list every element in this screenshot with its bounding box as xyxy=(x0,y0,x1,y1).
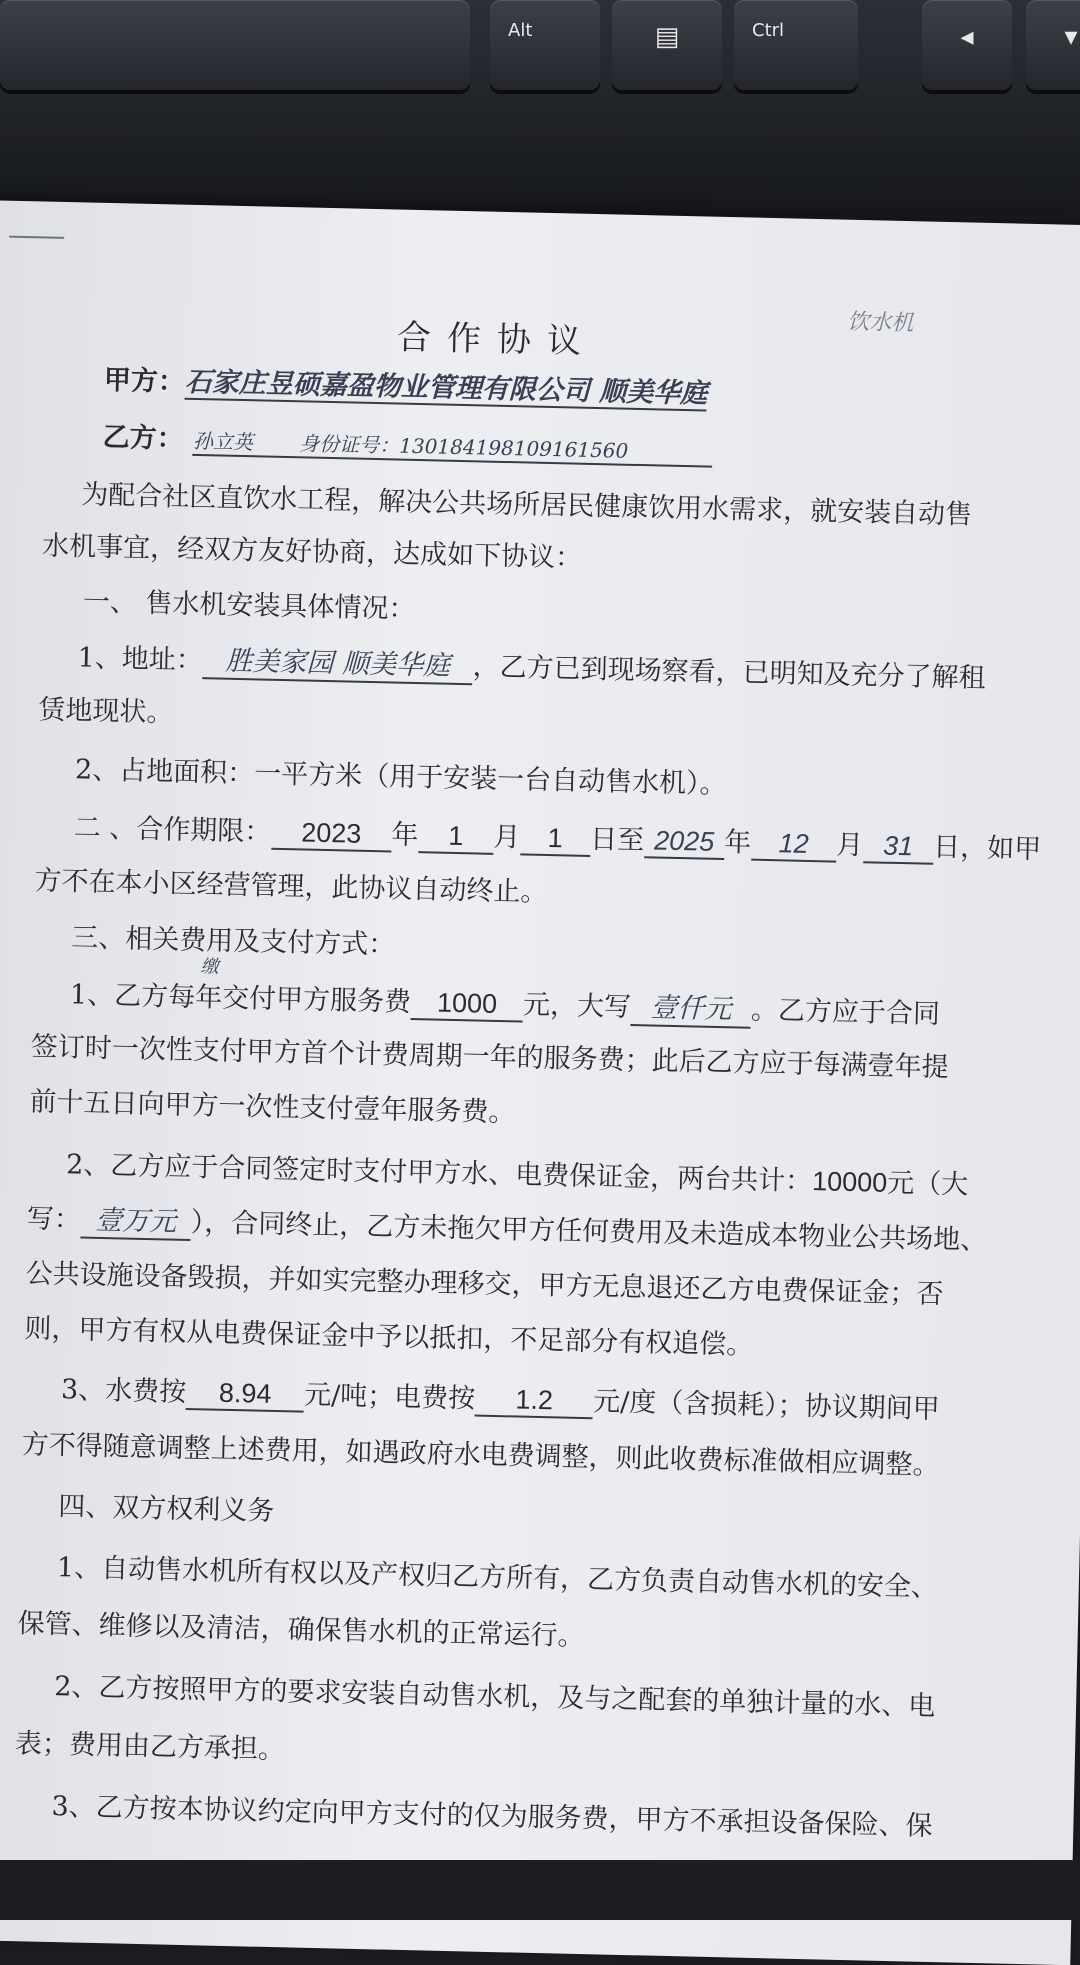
deposit-amount: 10000 xyxy=(811,1166,888,1198)
handwritten-corner-note: 饮水机 xyxy=(847,309,914,337)
fee-1-suffix: 。乙方应于合同 xyxy=(750,994,941,1030)
service-fee-words: 壹仟元 xyxy=(631,985,752,1029)
contract-paper xyxy=(0,200,1080,1965)
party-b-name: 孙立英 xyxy=(192,428,254,455)
keyboard-key-left xyxy=(922,0,1012,90)
keyboard-key-space xyxy=(0,0,470,90)
fee-handwritten-annotation: 缴 xyxy=(200,956,219,978)
fee-2-words-label: 写： xyxy=(26,1203,82,1236)
term-suffix: 日，如甲 xyxy=(932,831,1042,866)
address-suffix: ，乙方已到现场察看，已明知及充分了解租 xyxy=(472,651,986,694)
keyboard-key-menu xyxy=(612,0,722,90)
end-day: 31 xyxy=(863,830,934,865)
document-title: 合作协议 xyxy=(396,317,598,363)
end-month: 12 xyxy=(751,828,837,863)
right-2-line-1: 2、乙方按照甲方的要求安装自动售水机，及与之配套的单独计量的水、电 xyxy=(53,1671,936,1723)
party-a-name: 石家庄昱硕嘉盈物业管理有限公司 顺美华庭 xyxy=(184,366,708,410)
fee-3-line-1 xyxy=(61,1367,941,1427)
arrow-left-icon: ◂ xyxy=(960,22,974,52)
key-alt-label: Alt xyxy=(508,20,533,41)
start-day: 1 xyxy=(520,822,591,857)
key-ctrl-label: Ctrl xyxy=(752,20,785,41)
end-month-unit: 月 xyxy=(835,829,864,862)
party-b-id: 130184198109161560 xyxy=(399,433,629,463)
section-1-item-1-line-2: 赁地现状。 xyxy=(38,694,174,729)
fee-2-suffix: 元（大 xyxy=(886,1167,969,1201)
fee-2-line-2-suffix: ），合同终止，乙方未拖欠甲方任何费用及未造成本物业公共场地、 xyxy=(190,1207,988,1257)
party-b-underline xyxy=(193,425,714,468)
keyboard-key-ctrl xyxy=(734,0,858,90)
start-month-unit: 月 xyxy=(492,821,521,854)
intro-line-1: 为配合社区直饮水工程，解决公共场所居民健康饮用水需求，就安装自动售 xyxy=(80,479,973,531)
fee-2-line-1 xyxy=(66,1142,969,1201)
fee-2-line-3: 公共设施设备毁损，并如实完整办理移交，甲方无息退还乙方电费保证金；否 xyxy=(25,1258,944,1311)
fee-3-line-2: 方不得随意调整上述费用，如遇政府水电费调整，则此收费标准做相应调整。 xyxy=(21,1429,940,1482)
fee-3-suffix: 元/度（含损耗）；协议期间甲 xyxy=(592,1386,941,1426)
right-1-line-2: 保管、维修以及清洁，确保售水机的正常运行。 xyxy=(17,1608,585,1653)
bottom-desk-edge xyxy=(0,1860,1080,1920)
section-2-line-2: 方不在本小区经营管理，此协议自动终止。 xyxy=(34,865,548,909)
paper-scratch-line xyxy=(9,236,64,239)
end-year-unit: 年 xyxy=(723,827,752,859)
section-1-item-1 xyxy=(77,635,986,697)
keyboard xyxy=(0,0,1080,215)
party-a-label: 甲方： xyxy=(103,364,186,398)
fee-1-line-1 xyxy=(70,972,941,1033)
party-b-id-label: 身份证号： xyxy=(299,431,400,458)
right-2-line-2: 表；费用由乙方承担。 xyxy=(14,1728,286,1766)
power-price: 1.2 xyxy=(475,1384,594,1420)
section-1-title: 一、 售水机安装具体情况： xyxy=(82,586,416,625)
start-month: 1 xyxy=(418,820,494,855)
address-label: 1、地址： xyxy=(77,642,204,677)
party-b-label: 乙方： xyxy=(102,421,184,455)
fee-3-mid: 元/吨；电费按 xyxy=(303,1379,476,1415)
section-1-item-2: 2、占地面积：一平方米（用于安装一台自动售水机）。 xyxy=(74,754,727,801)
address-value: 胜美家园 顺美华庭 xyxy=(202,638,473,685)
term-label: 二 、合作期限： xyxy=(73,812,272,848)
section-4-title: 四、双方权利义务 xyxy=(58,1491,275,1528)
keyboard-key-alt xyxy=(490,0,600,90)
menu-key-icon: ▤ xyxy=(654,22,680,52)
service-fee-amount: 1000 xyxy=(411,987,524,1023)
fee-1-mid: 元，大写 xyxy=(522,989,632,1023)
right-3-line-1: 3、乙方按本协议约定向甲方支付的仅为服务费，甲方不承担设备保险、保 xyxy=(51,1791,933,1843)
keyboard-key-down xyxy=(1026,0,1080,90)
fee-2-line-2 xyxy=(26,1196,987,1259)
intro-line-2: 水机事宜，经双方友好协商，达成如下协议： xyxy=(41,530,583,574)
arrow-down-icon: ▾ xyxy=(1064,22,1078,52)
term-to: 日至 xyxy=(589,824,645,857)
section-3-title: 三、相关费用及支付方式： xyxy=(70,922,396,961)
fee-1-prefix: 1、乙方每年交付甲方服务费 xyxy=(69,979,412,1018)
start-year: 2023 xyxy=(271,817,392,853)
fee-2-line-4: 则，甲方有权从电费保证金中予以抵扣，不足部分有权追偿。 xyxy=(24,1313,754,1361)
party-a-line xyxy=(104,358,708,411)
water-price: 8.94 xyxy=(186,1377,305,1413)
deposit-words: 壹万元 xyxy=(80,1198,191,1241)
start-year-unit: 年 xyxy=(390,819,419,852)
fee-1-line-3: 前十五日向甲方一次性支付壹年服务费。 xyxy=(29,1086,516,1129)
party-b-line xyxy=(102,415,713,468)
right-1-line-1: 1、自动售水机所有权以及产权归乙方所有，乙方负责自动售水机的安全、 xyxy=(56,1552,939,1604)
end-year: 2025 xyxy=(644,825,725,860)
fee-3-prefix: 3、水费按 xyxy=(60,1374,187,1408)
fee-1-line-2: 签订时一次性支付甲方首个计费周期一年的服务费；此后乙方应于每满壹年提 xyxy=(30,1031,949,1084)
section-2-term-line xyxy=(73,805,1041,867)
fee-2-prefix: 2、乙方应于合同签定时支付甲方水、电费保证金，两台共计： xyxy=(65,1149,813,1198)
